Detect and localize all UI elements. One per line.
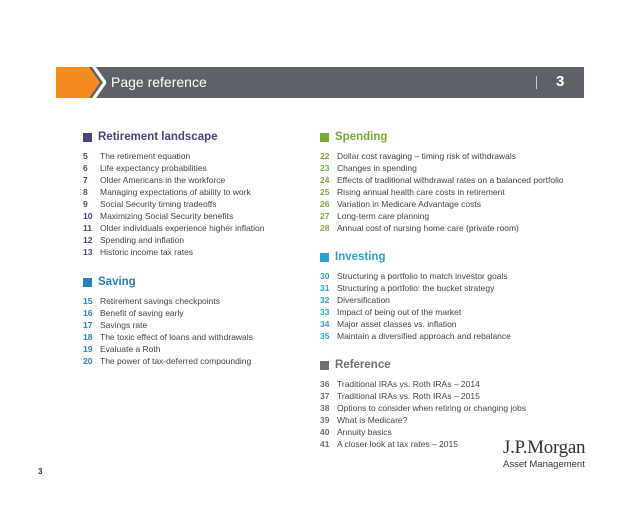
- header-page-number: 3: [556, 73, 565, 90]
- item-page-number: 17: [83, 320, 93, 330]
- page-reference-item[interactable]: [320, 330, 590, 342]
- section-title: Spending: [335, 131, 388, 143]
- item-label: Benefit of saving early: [100, 308, 184, 318]
- item-page-number: 10: [83, 211, 93, 221]
- item-page-number: 5: [83, 151, 88, 161]
- item-label: Managing expectations of ability to work: [100, 187, 251, 197]
- item-label: Diversification: [337, 295, 390, 305]
- footer-page-number: 3: [38, 467, 43, 476]
- page-reference-item[interactable]: [83, 150, 303, 162]
- item-label: Maintain a diversified approach and rebalance: [337, 331, 511, 341]
- logo-wordmark: J.P.Morgan: [503, 437, 586, 458]
- item-page-number: 26: [320, 199, 330, 209]
- orange-chevron-icon: [56, 67, 106, 98]
- page-reference-item[interactable]: [320, 270, 590, 282]
- item-page-number: 31: [320, 283, 330, 293]
- section-square-icon: [83, 278, 92, 287]
- page-reference-item[interactable]: [83, 331, 303, 343]
- item-page-number: 7: [83, 175, 88, 185]
- page-reference-item[interactable]: [320, 318, 590, 330]
- item-list: [83, 295, 303, 367]
- item-page-number: 16: [83, 308, 93, 318]
- section-square-icon: [320, 133, 329, 142]
- page-reference-item[interactable]: [320, 414, 590, 426]
- item-page-number: 40: [320, 427, 330, 437]
- page-title: Page reference: [111, 74, 207, 90]
- item-label: Savings rate: [100, 320, 148, 330]
- section-spending: [320, 128, 590, 234]
- item-label: What is Medicare?: [337, 415, 408, 425]
- page-reference-item[interactable]: [83, 295, 303, 307]
- item-label: Social Security timing tradeoffs: [100, 199, 217, 209]
- page-reference-item[interactable]: [83, 246, 303, 258]
- section-title: Investing: [335, 251, 386, 263]
- header-divider: [536, 76, 537, 89]
- page-reference-item[interactable]: [320, 198, 590, 210]
- item-label: The retirement equation: [100, 151, 191, 161]
- page-reference-item[interactable]: [320, 186, 590, 198]
- item-label: Evaluate a Roth: [100, 344, 161, 354]
- page-reference-item[interactable]: [83, 234, 303, 246]
- item-list: [320, 150, 590, 234]
- item-label: Impact of being out of the market: [337, 307, 462, 317]
- item-label: Effects of traditional withdrawal rates on a balanced portfolio: [337, 175, 564, 185]
- item-label: The power of tax-deferred compounding: [100, 356, 252, 366]
- item-label: Changes in spending: [337, 163, 417, 173]
- item-label: Maximizing Social Security benefits: [100, 211, 234, 221]
- section-header: [320, 356, 590, 374]
- item-label: Variation in Medicare Advantage costs: [337, 199, 481, 209]
- section-square-icon: [320, 253, 329, 262]
- item-page-number: 6: [83, 163, 88, 173]
- item-page-number: 37: [320, 391, 330, 401]
- left-column: [83, 128, 303, 367]
- section-header: [83, 128, 303, 146]
- page-reference-item[interactable]: [320, 162, 590, 174]
- item-page-number: 36: [320, 379, 330, 389]
- item-label: A closer look at tax rates – 2015: [337, 439, 458, 449]
- section-title: Saving: [98, 276, 136, 288]
- jpmorgan-logo: [503, 438, 587, 471]
- item-page-number: 34: [320, 319, 330, 329]
- page-reference-item[interactable]: [320, 150, 590, 162]
- item-page-number: 27: [320, 211, 330, 221]
- item-page-number: 11: [83, 223, 92, 233]
- section-header: [320, 128, 590, 146]
- item-page-number: 38: [320, 403, 330, 413]
- item-label: Historic income tax rates: [100, 247, 194, 257]
- page-reference-item[interactable]: [83, 174, 303, 186]
- page-reference-item[interactable]: [320, 282, 590, 294]
- item-page-number: 8: [83, 187, 88, 197]
- page-reference-item[interactable]: [320, 390, 590, 402]
- item-page-number: 32: [320, 295, 330, 305]
- item-label: Retirement savings checkpoints: [100, 296, 221, 306]
- section-square-icon: [320, 361, 329, 370]
- item-label: Life expectancy probabilities: [100, 163, 207, 173]
- item-page-number: 15: [83, 296, 93, 306]
- section-header: [320, 248, 590, 266]
- page-reference-item[interactable]: [320, 222, 590, 234]
- item-page-number: 13: [83, 247, 93, 257]
- section-reference: [320, 356, 590, 450]
- section-title: Retirement landscape: [98, 131, 218, 143]
- item-label: Options to consider when retiring or changing jobs: [337, 403, 526, 413]
- page-reference-item[interactable]: [83, 343, 303, 355]
- item-label: Traditional IRAs vs. Roth IRAs – 2015: [337, 391, 480, 401]
- page-reference-item[interactable]: [320, 210, 590, 222]
- item-page-number: 23: [320, 163, 330, 173]
- page-reference-item[interactable]: [83, 210, 303, 222]
- item-list: [320, 270, 590, 342]
- item-label: Older Americans in the workforce: [100, 175, 226, 185]
- section-title: Reference: [335, 359, 391, 371]
- item-label: Rising annual health care costs in retirement: [337, 187, 505, 197]
- section-retirement: [83, 128, 303, 258]
- item-page-number: 33: [320, 307, 330, 317]
- page-reference-item[interactable]: [320, 306, 590, 318]
- item-page-number: 28: [320, 223, 330, 233]
- item-label: Annuity basics: [337, 427, 392, 437]
- page-reference-item[interactable]: [83, 319, 303, 331]
- page-reference-item[interactable]: [83, 162, 303, 174]
- item-label: Structuring a portfolio to match investor goals: [337, 271, 508, 281]
- item-page-number: 12: [83, 235, 93, 245]
- item-label: Structuring a portfolio: the bucket strategy: [337, 283, 495, 293]
- item-list: [83, 150, 303, 258]
- item-page-number: 25: [320, 187, 330, 197]
- item-label: Long-term care planning: [337, 211, 430, 221]
- page-reference-item[interactable]: [320, 402, 590, 414]
- page-reference-item[interactable]: [83, 222, 303, 234]
- item-page-number: 39: [320, 415, 330, 425]
- item-page-number: 30: [320, 271, 330, 281]
- section-square-icon: [83, 133, 92, 142]
- item-page-number: 35: [320, 331, 330, 341]
- item-label: Spending and inflation: [100, 235, 185, 245]
- item-page-number: 19: [83, 344, 93, 354]
- item-label: The toxic effect of loans and withdrawals: [100, 332, 253, 342]
- item-page-number: 22: [320, 151, 330, 161]
- item-label: Traditional IRAs vs. Roth IRAs – 2014: [337, 379, 480, 389]
- page-reference-item[interactable]: [320, 378, 590, 390]
- item-label: Older individuals experience higher inflation: [100, 223, 265, 233]
- right-column: [320, 128, 590, 450]
- logo-subtitle: Asset Management: [503, 459, 585, 470]
- page-reference-item[interactable]: [83, 186, 303, 198]
- item-page-number: 18: [83, 332, 93, 342]
- item-label: Major asset classes vs. inflation: [337, 319, 457, 329]
- item-page-number: 24: [320, 175, 330, 185]
- section-saving: [83, 273, 303, 367]
- page-reference-item[interactable]: [320, 294, 590, 306]
- item-page-number: 9: [83, 199, 88, 209]
- section-header: [83, 273, 303, 291]
- page-reference-item[interactable]: [83, 355, 303, 367]
- item-label: Annual cost of nursing home care (private room): [337, 223, 519, 233]
- item-page-number: 20: [83, 356, 93, 366]
- section-investing: [320, 248, 590, 342]
- page-reference-item[interactable]: [320, 174, 590, 186]
- item-page-number: 41: [320, 439, 330, 449]
- page-reference-item[interactable]: [83, 307, 303, 319]
- page-reference-item[interactable]: [83, 198, 303, 210]
- item-label: Dollar cost ravaging – timing risk of withdrawals: [337, 151, 517, 161]
